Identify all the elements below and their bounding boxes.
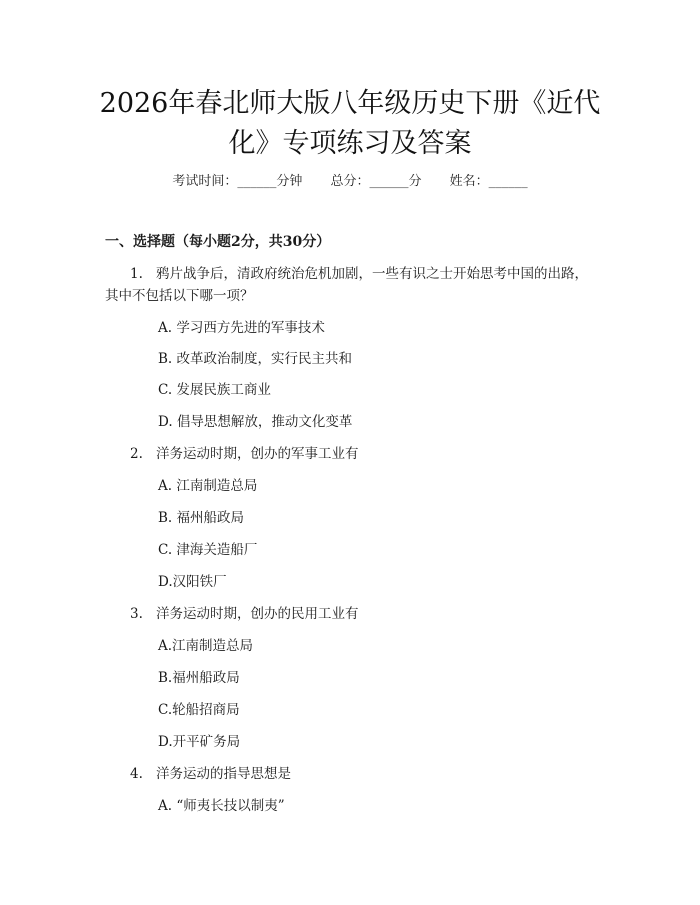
question-text: 洋务运动时期，创办的民用工业有 [156, 606, 359, 622]
question-2 [130, 442, 359, 462]
question-text: 洋务运动的指导思想是 [156, 766, 291, 782]
option-c: C.轮船招商局 [158, 702, 240, 718]
option-b: B. 改革政治制度，实行民主共和 [158, 351, 353, 367]
total-score: 总分：______分 [330, 174, 422, 189]
option-a: A. 江南制造总局 [158, 478, 258, 494]
title-line-1: 2026年春北师大版八年级历史下册《近代 [99, 88, 601, 119]
question-number: 4. [130, 766, 143, 782]
option-b: B. 福州船政局 [158, 510, 245, 526]
question-number: 1. [130, 266, 143, 282]
document-title [90, 84, 610, 164]
option-d: D. 倡导思想解放，推动文化变革 [158, 414, 353, 430]
exam-time: 考试时间：______分钟 [172, 174, 303, 189]
question-1 [130, 262, 588, 282]
option-b: B.福州船政局 [158, 670, 240, 686]
option-d: D.开平矿务局 [158, 734, 241, 750]
title-line-2: 化》专项练习及答案 [228, 128, 472, 159]
question-4 [130, 762, 291, 782]
option-a: A. “师夷长技以制夷” [158, 798, 285, 814]
option-d: D.汉阳铁厂 [158, 574, 227, 590]
section-title: 一、选择题（每小题2分，共30分） [105, 234, 331, 250]
question-text: 洋务运动时期，创办的军事工业有 [156, 446, 359, 462]
student-name: 姓名：______ [449, 174, 528, 189]
question-3 [130, 602, 359, 622]
exam-info [0, 170, 700, 189]
question-text: 鸦片战争后，清政府统治危机加剧，一些有识之士开始思考中国的出路， [156, 266, 588, 282]
option-c: C. 发展民族工商业 [158, 382, 271, 398]
option-a: A. 学习西方先进的军事技术 [158, 320, 325, 336]
option-c: C. 津海关造船厂 [158, 542, 258, 558]
question-number: 3. [130, 606, 143, 622]
option-a: A.江南制造总局 [158, 638, 254, 654]
question-number: 2. [130, 446, 143, 462]
question-1-continued: 其中不包括以下哪一项？ [105, 288, 254, 304]
